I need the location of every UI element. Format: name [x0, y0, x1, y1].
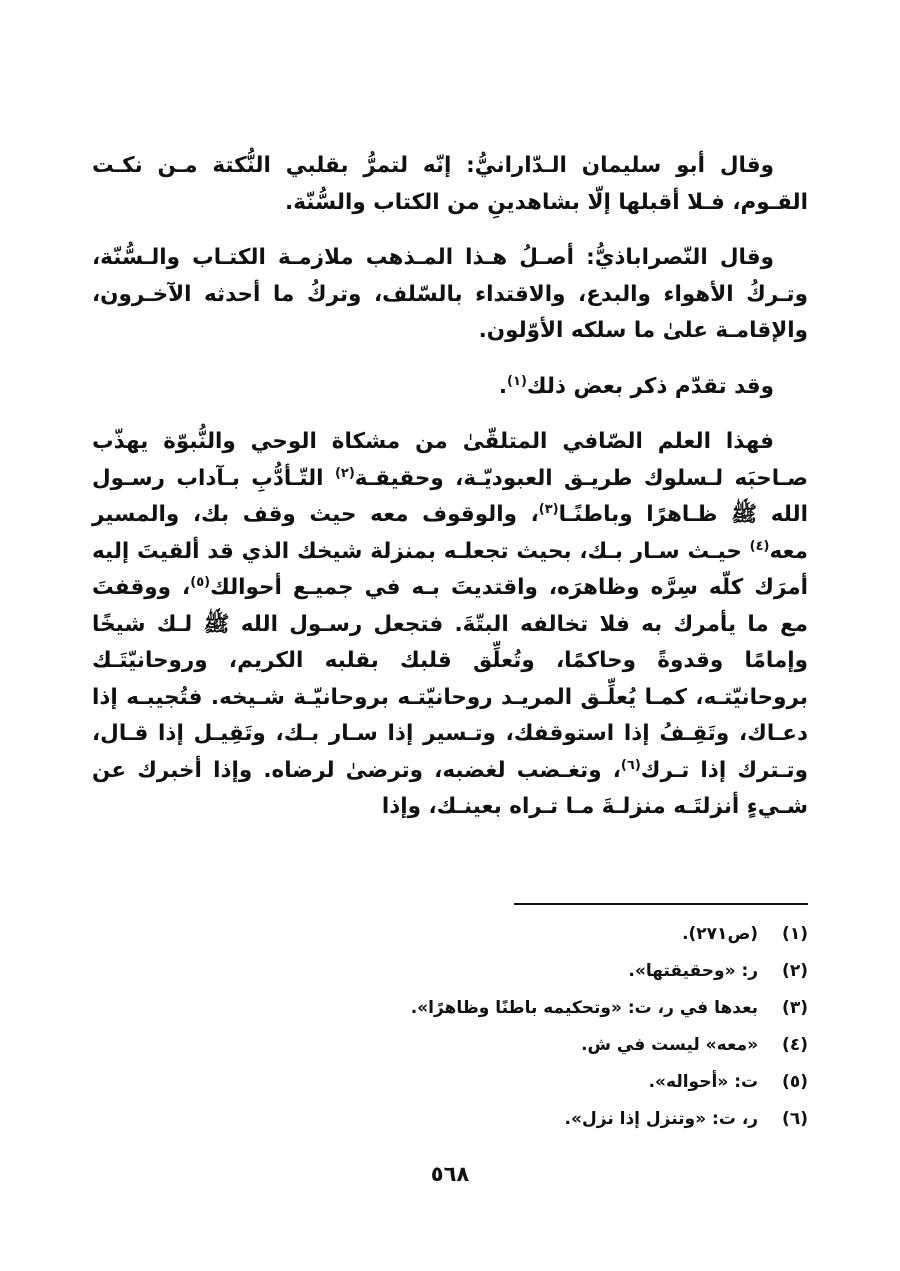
- paragraph-4-text-a: فهذا العلم الصّافي المتلقّىٰ من مشكاة الوحي والنُّبوّة يهذّب صـاحبَه لـسلوك طريـق العبوديّـة، وحقيقـة: [92, 429, 808, 491]
- footnote-2: [92, 953, 808, 990]
- footnote-ref-2[interactable]: (٢): [334, 465, 355, 481]
- footnote-ref-5[interactable]: (٥): [190, 574, 211, 590]
- paragraph-4: [92, 424, 808, 826]
- footnote-number: (٥): [782, 1072, 808, 1092]
- paragraph-1: [92, 148, 808, 221]
- footnote-text: (ص٢٧١).: [682, 924, 759, 944]
- paragraph-3-text: وقد تقدّم ذكر بعض ذلك: [526, 373, 774, 399]
- footnote-text: «معه» ليست في ش.: [581, 1035, 759, 1055]
- paragraph-2-text: وقال النّصراباذيُّ: أصـلُ هـذا المـذهب ملازمـة الكتـاب والـسُّنّة، وتـركُ الأهواء والبدع، والاقتداء بالسّلف، وتركُ ما أحدثه الآخـرون، والإقامـة علىٰ ما سلكه الأوّلون.: [92, 245, 808, 343]
- paragraph-3-end: .: [498, 373, 508, 399]
- paragraph-4-text-e: ، ووقفتَ مع ما يأمرك به فلا تخالفه البتّةَ. فتجعل رسـول الله ﷺ لـك شيخًا وإمامًا وقدوةً وحاكمًا، وتُعلِّق قلبك بقلبه الكريم، وروحانيّتَـك بروحانيّتـه، كمـا يُعلِّـق المريـد روحانيّتـه بروحانيّـة شـيخه. فتُجيبـه إذا دعـاك، وتَقِـفُ إذا استوقفك، وتـسير إذا سـار بـك، وتَقِيـل إذا قـال، وتـترك إذا تـرك: [92, 575, 808, 783]
- footnote-text: بعدها في ر، ت: «وتحكيمه باطنًا وظاهرًا».: [410, 998, 759, 1018]
- footnote-5: [92, 1064, 808, 1101]
- footnote-ref-1[interactable]: (١): [507, 373, 527, 389]
- paragraph-4-text-b: التّـأدُّبِ بـآداب رسـول الله ﷺ ظـاهرًا وباطنًـا: [92, 465, 808, 527]
- footnote-6: [92, 1101, 808, 1138]
- footnote-separator: [514, 903, 808, 905]
- footnote-number: (٤): [782, 1035, 808, 1055]
- paragraph-2: [92, 240, 808, 350]
- footnote-number: (٢): [782, 961, 808, 981]
- paragraph-4-text-c: ، والوقوف معه حيث وقف بك، والمسير معه: [92, 502, 808, 564]
- page-number: ٥٦٨: [430, 1162, 470, 1186]
- footnote-4: [92, 1027, 808, 1064]
- footnote-ref-4[interactable]: (٤): [749, 538, 770, 554]
- footnote-number: (١): [782, 924, 808, 944]
- paragraph-4-text-d: حيـث سـار بـك، بحيث تجعلـه بمنزلة شيخك الذي قد ألقيتَ إليه أمرَك كلّه سِرَّه وظاهرَه، واقتديتَ بـه في جميـع أحوالك: [92, 538, 808, 600]
- footnote-text: ر، ت: «وتنزل إذا نزل».: [564, 1109, 759, 1129]
- paragraph-1-text: وقال أبو سليمان الـدّارانيُّ: إنّه لتمرُّ بقلبي النُّكتة مـن نكـت القـوم، فـلا أقبلها إلّا بشاهدينِ من الكتاب والسُّنّة.: [92, 153, 808, 215]
- footnote-number: (٦): [782, 1109, 808, 1129]
- footnote-text: ر: «وحقيقتها».: [628, 961, 759, 981]
- footnote-3: [92, 990, 808, 1027]
- footnote-ref-6[interactable]: (٦): [620, 757, 641, 773]
- footnotes: [92, 916, 808, 1138]
- paragraph-4-text-f: ، وتغـضب لغضبه، وترضىٰ لرضاه. وإذا أخبرك عن شـيءٍ أنزلتَـه منزلـةَ مـا تـراه بعينـك، وإذا: [92, 757, 808, 819]
- footnote-number: (٣): [782, 998, 808, 1018]
- main-text: [92, 148, 808, 845]
- footnote-text: ت: «أحواله».: [648, 1072, 759, 1092]
- footnote-1: [92, 916, 808, 953]
- paragraph-3: [92, 369, 808, 406]
- footnote-ref-3[interactable]: (٣): [538, 501, 559, 517]
